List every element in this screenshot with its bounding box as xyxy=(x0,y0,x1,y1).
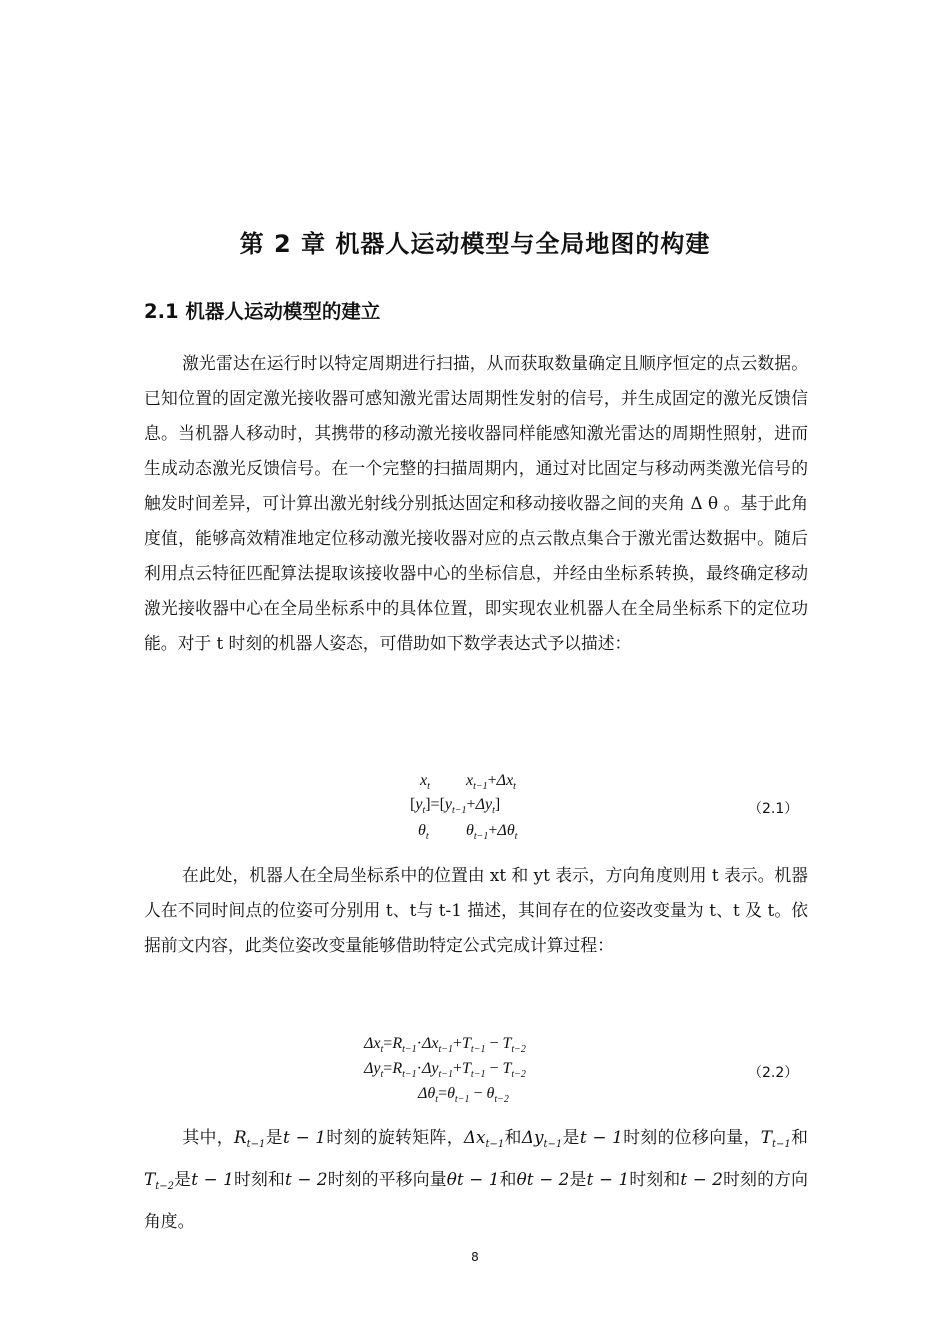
paragraph-1-text: 激光雷达在运行时以特定周期进行扫描，从而获取数量确定且顺序恒定的点云数据。已知位置的固定激光接收器可感知激光雷达周期性发射的信号，并生成固定的激光反馈信息。当机器人移动时，其携带的移动激光接收器同样能感知激光雷达的周期性照射，进而生成动态激光反馈信号。在一个完整的扫描周期内，通过对比固定与移动两类激光信号的触发时间差异，可计算出激光射线分别抵达固定和移动接收器之间的夹角 Δ θ 。基于此角度值，能够高效精准地定位移动激光接收器对应的点云散点集合于激光雷达数据中。随后利用点云特征匹配算法提取该接收器中心的坐标信息，并经由坐标系转换，最终确定移动激光接收器中心在全局坐标系中的具体位置，即实现农业机器人在全局坐标系下的定位功能。对于 t 时刻的机器人姿态，可借助如下数学表达式予以描述： xyxy=(144,353,808,653)
paragraph-2 xyxy=(144,858,808,963)
paragraph-3: 其中，$R_{t-1}$是t − 1时刻的旋转矩阵，$\Delta x_{t-1}$和$\Delta y_{t-1}$是t − 1时刻的位移向量，$T_{t-1}$和$T_{t-2}$是t − 1时刻和t − 2时刻的平移向量θt − 1和θt − 2是t − 1时刻和t − 2时刻的方向角度。 xyxy=(144,1127,808,1231)
page-number: 8 xyxy=(471,1250,479,1264)
equation-number-2-1: （2.1） xyxy=(748,801,799,817)
paragraph-1 xyxy=(144,346,808,661)
paragraph-2-text: 在此处，机器人在全局坐标系中的位置由 xt 和 yt 表示，方向角度则用 t 表示。机器人在不同时间点的位姿可分别用 t、t与 t-1 描述，其间存在的位姿改变量为 t、t 及 t。依据前文内容，此类位姿改变量能够借助特定公式完成计算过程： xyxy=(144,865,808,955)
section-title: 2.1 机器人运动模型的建立 xyxy=(144,300,381,323)
equation-number-2-2: （2.2） xyxy=(748,1065,799,1081)
chapter-title: 第 2 章 机器人运动模型与全局地图的构建 xyxy=(239,230,711,258)
